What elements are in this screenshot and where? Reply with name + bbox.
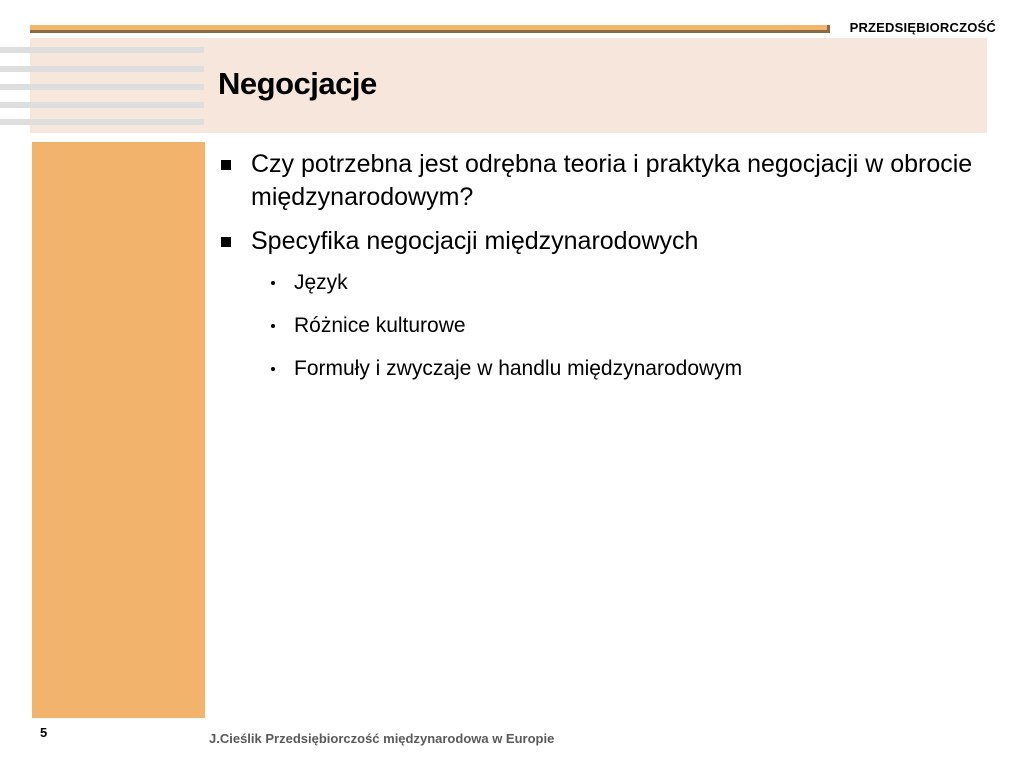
sub-bullet-text: Różnice kulturowe (294, 314, 466, 337)
sub-bullet-item (218, 355, 998, 383)
bullet-text: Specyfika negocjacji międzynarodowych (251, 227, 699, 255)
sidebar-panel (32, 142, 205, 718)
slide-title: Negocjacje (218, 66, 377, 101)
square-bullet-icon (221, 160, 231, 170)
footer-text: J.Cieślik Przedsiębiorczość międzynarodowa w Europie (209, 731, 555, 746)
bullet-item (218, 148, 998, 214)
decorative-stripe (0, 66, 204, 72)
decorative-stripe (0, 47, 204, 53)
top-rule (30, 25, 827, 30)
sub-bullet-item (218, 269, 998, 297)
dot-bullet-icon (271, 281, 275, 285)
decorative-stripe (0, 119, 204, 125)
brand-label: PRZEDSIĘBIORCZOŚĆ (849, 20, 996, 35)
sub-bullet-list (218, 269, 998, 383)
page-number: 5 (40, 725, 48, 740)
sub-bullet-text: Formuły i zwyczaje w handlu międzynarodowym (294, 357, 743, 380)
slide-content (218, 148, 998, 398)
bullet-text: Czy potrzebna jest odrębna teoria i praktyka negocjacji w obrocie międzynarodowym? (251, 150, 973, 211)
decorative-stripe (0, 84, 204, 90)
bullet-item (218, 225, 998, 258)
square-bullet-icon (221, 237, 231, 247)
decorative-stripe (0, 102, 204, 108)
dot-bullet-icon (271, 324, 275, 328)
dot-bullet-icon (271, 367, 275, 371)
sub-bullet-text: Język (294, 271, 348, 294)
sub-bullet-item (218, 312, 998, 340)
